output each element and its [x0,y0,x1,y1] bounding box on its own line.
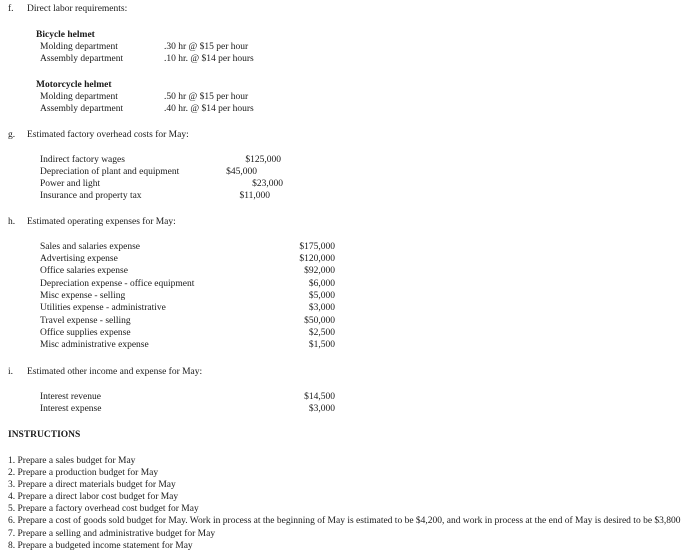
bicycle-helmet-heading: Bicycle helmet [36,30,95,40]
overhead-item-value: $23,000 [252,179,283,189]
operating-expense-value: $3,000 [308,303,335,313]
other-expense-label: Interest expense [40,404,102,414]
instruction-item: 8. Prepare a budgeted income statement for May [8,541,193,551]
operating-expense-value: $6,000 [308,279,335,289]
operating-expense-value: $120,000 [299,254,335,264]
operating-expense-value: $1,500 [308,340,335,350]
motorcycle-molding-rate: .50 hr @ $15 per hour [164,92,249,102]
motorcycle-assembly-rate: .40 hr. @ $14 per hours [164,104,254,114]
overhead-item-value: $125,000 [245,155,281,165]
other-income-value: $14,500 [304,392,335,402]
overhead-item-label: Insurance and property tax [40,191,142,201]
operating-expense-label: Advertising expense [40,254,118,264]
section-h-title: Estimated operating expenses for May: [27,217,176,227]
operating-expense-label: Travel expense - selling [40,316,131,326]
operating-expense-label: Sales and salaries expense [40,242,140,252]
section-f-title: Direct labor requirements: [27,4,128,14]
bicycle-assembly-rate: .10 hr. @ $14 per hours [164,54,254,64]
other-expense-value: $3,000 [308,404,335,414]
overhead-item-label: Power and light [40,179,101,189]
section-g-title: Estimated factory overhead costs for May: [27,130,189,140]
motorcycle-assembly-label: Assembly department [40,104,124,114]
operating-expense-value: $5,000 [308,291,335,301]
overhead-item-label: Indirect factory wages [40,155,125,165]
operating-expense-value: $92,000 [304,266,335,276]
instruction-item: 4. Prepare a direct labor cost budget for May [8,492,179,502]
motorcycle-helmet-heading: Motorcycle helmet [36,80,112,90]
bicycle-molding-label: Molding department [40,42,118,52]
section-i-marker: i. [8,367,14,377]
section-f-marker: f. [8,4,14,14]
operating-expense-label: Depreciation expense - office equipment [40,279,195,289]
operating-expense-label: Misc expense - selling [40,291,126,301]
operating-expense-label: Office salaries expense [40,266,128,276]
overhead-item-value: $45,000 [226,167,257,177]
instruction-item: 7. Prepare a selling and administrative budget for May [8,529,216,539]
section-i-title: Estimated other income and expense for May: [27,367,203,377]
instructions-heading: INSTRUCTIONS [8,430,81,440]
instruction-item: 5. Prepare a factory overhead cost budget for May [8,504,199,514]
section-h-marker: h. [8,217,16,227]
overhead-item-value: $11,000 [239,191,270,201]
operating-expense-value: $2,500 [308,328,335,338]
bicycle-molding-rate: .30 hr @ $15 per hour [164,42,249,52]
instruction-item: 6. Prepare a cost of goods sold budget for May. Work in process at the beginning of May is estimated to be $4,200, and work in process at the end of May is desired to be $3,800 [8,516,681,526]
overhead-item-label: Depreciation of plant and equipment [40,167,180,177]
other-income-label: Interest revenue [40,392,101,402]
instruction-item: 1. Prepare a sales budget for May [8,456,136,466]
operating-expense-label: Utilities expense - administrative [40,303,166,313]
operating-expense-label: Misc administrative expense [40,340,149,350]
motorcycle-molding-label: Molding department [40,92,118,102]
instruction-item: 2. Prepare a production budget for May [8,468,159,478]
section-g-marker: g. [8,130,16,140]
operating-expense-label: Office supplies expense [40,328,131,338]
operating-expense-value: $50,000 [304,316,335,326]
operating-expense-value: $175,000 [299,242,335,252]
bicycle-assembly-label: Assembly department [40,54,124,64]
instruction-item: 3. Prepare a direct materials budget for May [8,480,176,490]
